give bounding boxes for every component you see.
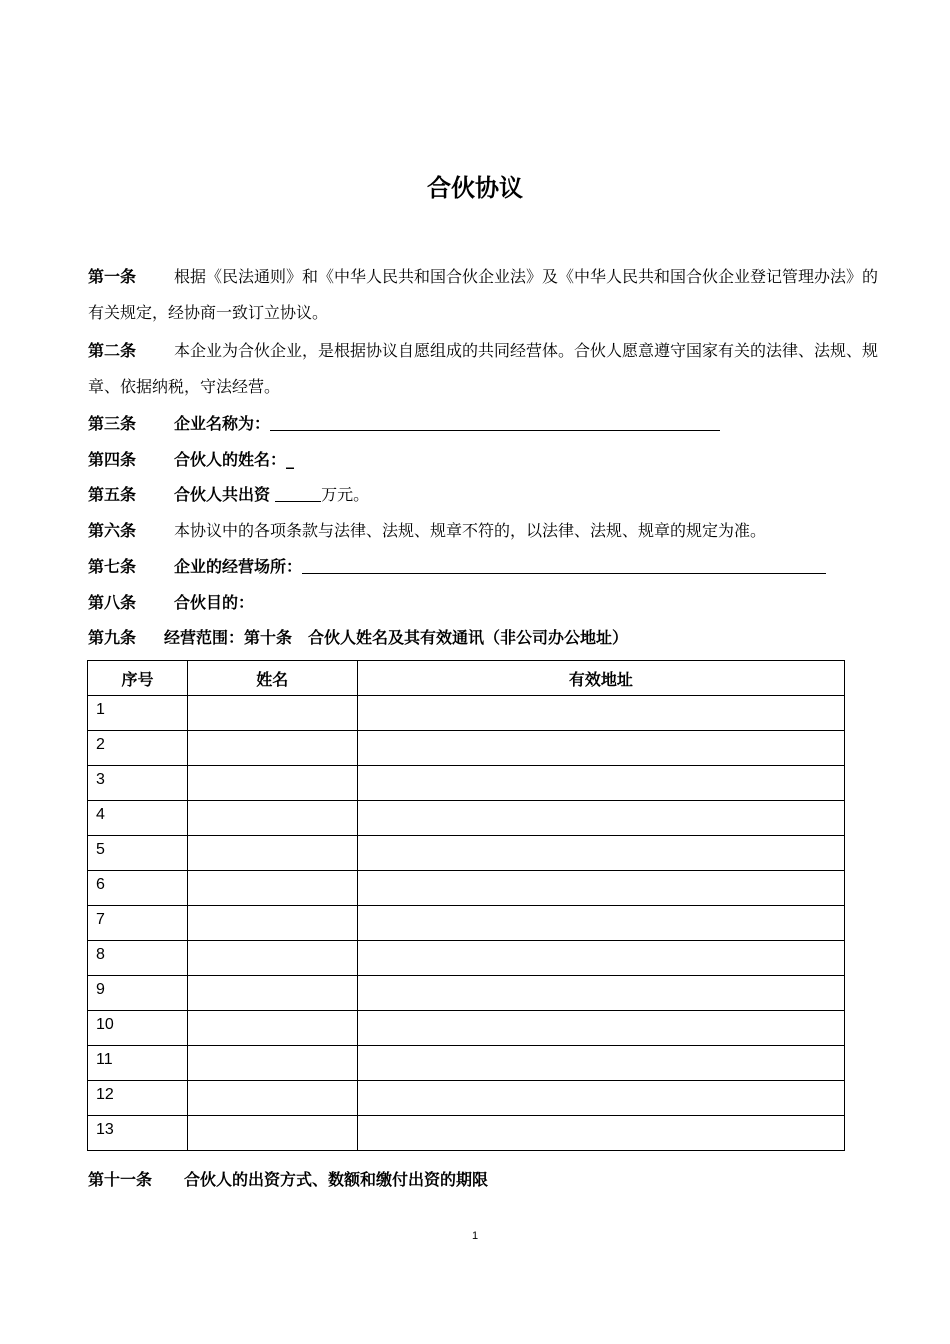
enterprise-name-blank[interactable] xyxy=(270,414,720,431)
address-cell[interactable] xyxy=(357,801,844,836)
article-text: 企业名称为： xyxy=(174,414,271,433)
business-premises-blank[interactable] xyxy=(302,557,826,574)
table-row xyxy=(88,696,845,731)
address-cell[interactable] xyxy=(357,836,844,871)
address-cell[interactable] xyxy=(357,766,844,801)
document-title: 合伙协议 xyxy=(427,174,523,202)
name-cell[interactable] xyxy=(187,1011,357,1046)
article-label: 第六条 xyxy=(88,521,137,540)
article-9 xyxy=(88,620,878,656)
article-label: 第七条 xyxy=(88,557,137,576)
row-number: 8 xyxy=(88,941,188,976)
table-row xyxy=(88,941,845,976)
column-header-address: 有效地址 xyxy=(357,661,844,696)
article-text: 合伙人的出资方式、数额和缴付出资的期限 xyxy=(184,1170,489,1189)
address-cell[interactable] xyxy=(357,871,844,906)
article-label: 第三条 xyxy=(88,414,137,433)
article-label: 第十一条 xyxy=(88,1170,153,1189)
article-text: 合伙人的姓名：_ xyxy=(174,450,295,469)
row-number: 5 xyxy=(88,836,188,871)
name-cell[interactable] xyxy=(187,1046,357,1081)
article-1 xyxy=(88,259,878,331)
article-label: 第二条 xyxy=(88,341,137,360)
table-row xyxy=(88,731,845,766)
article-3 xyxy=(88,406,878,442)
table-row xyxy=(88,871,845,906)
address-cell[interactable] xyxy=(357,1081,844,1116)
article-text: 本企业为合伙企业，是根据协议自愿组成的共同经营体。合伙人愿意遵守国家有关的法律、法规、规章、依据纳税，守法经营。 xyxy=(88,341,879,396)
article-8 xyxy=(88,585,878,621)
article-4 xyxy=(88,442,878,478)
name-cell[interactable] xyxy=(187,871,357,906)
name-cell[interactable] xyxy=(187,731,357,766)
article-label: 第一条 xyxy=(88,267,137,286)
article-text: 本协议中的各项条款与法律、法规、规章不符的，以法律、法规、规章的规定为准。 xyxy=(174,521,767,540)
article-label: 第五条 xyxy=(88,485,137,504)
article-label: 第四条 xyxy=(88,450,137,469)
row-number: 2 xyxy=(88,731,188,766)
table-header-row xyxy=(88,661,845,696)
name-cell[interactable] xyxy=(187,941,357,976)
address-cell[interactable] xyxy=(357,1011,844,1046)
address-cell[interactable] xyxy=(357,976,844,1011)
table-row xyxy=(88,1081,845,1116)
article-5 xyxy=(88,477,878,513)
name-cell[interactable] xyxy=(187,1081,357,1116)
row-number: 9 xyxy=(88,976,188,1011)
article-text: 经营范围：第十条 合伙人姓名及其有效通讯（非公司办公地址） xyxy=(164,628,629,647)
name-cell[interactable] xyxy=(187,801,357,836)
row-number: 3 xyxy=(88,766,188,801)
partner-table xyxy=(87,660,845,1151)
table-row xyxy=(88,766,845,801)
article-text: 合伙人共出资 xyxy=(174,485,271,504)
table-row xyxy=(88,836,845,871)
article-7 xyxy=(88,549,878,585)
table-row xyxy=(88,1116,845,1151)
row-number: 11 xyxy=(88,1046,188,1081)
article-6 xyxy=(88,513,878,549)
name-cell[interactable] xyxy=(187,1116,357,1151)
row-number: 13 xyxy=(88,1116,188,1151)
row-number: 10 xyxy=(88,1011,188,1046)
name-cell[interactable] xyxy=(187,976,357,1011)
row-number: 6 xyxy=(88,871,188,906)
article-label: 第八条 xyxy=(88,593,137,612)
article-11 xyxy=(88,1162,878,1198)
table-row xyxy=(88,906,845,941)
name-cell[interactable] xyxy=(187,696,357,731)
row-number: 4 xyxy=(88,801,188,836)
address-cell[interactable] xyxy=(357,1116,844,1151)
row-number: 7 xyxy=(88,906,188,941)
article-suffix: 万元。 xyxy=(321,485,370,504)
name-cell[interactable] xyxy=(187,906,357,941)
address-cell[interactable] xyxy=(357,696,844,731)
address-cell[interactable] xyxy=(357,1046,844,1081)
table-row xyxy=(88,976,845,1011)
article-text: 合伙目的： xyxy=(174,593,255,612)
capital-amount-blank[interactable] xyxy=(275,485,321,502)
column-header-name: 姓名 xyxy=(187,661,357,696)
address-cell[interactable] xyxy=(357,941,844,976)
table-row xyxy=(88,1011,845,1046)
column-header-number: 序号 xyxy=(88,661,188,696)
article-2 xyxy=(88,333,878,405)
table-row xyxy=(88,1046,845,1081)
article-text: 根据《民法通则》和《中华人民共和国合伙企业法》及《中华人民共和国合伙企业登记管理办法》的有关规定，经协商一致订立协议。 xyxy=(88,267,879,322)
page-number: 1 xyxy=(471,1230,479,1242)
name-cell[interactable] xyxy=(187,836,357,871)
row-number: 1 xyxy=(88,696,188,731)
address-cell[interactable] xyxy=(357,731,844,766)
article-label: 第九条 xyxy=(88,628,137,647)
table-row xyxy=(88,801,845,836)
row-number: 12 xyxy=(88,1081,188,1116)
name-cell[interactable] xyxy=(187,766,357,801)
article-text: 企业的经营场所： xyxy=(174,557,303,576)
address-cell[interactable] xyxy=(357,906,844,941)
